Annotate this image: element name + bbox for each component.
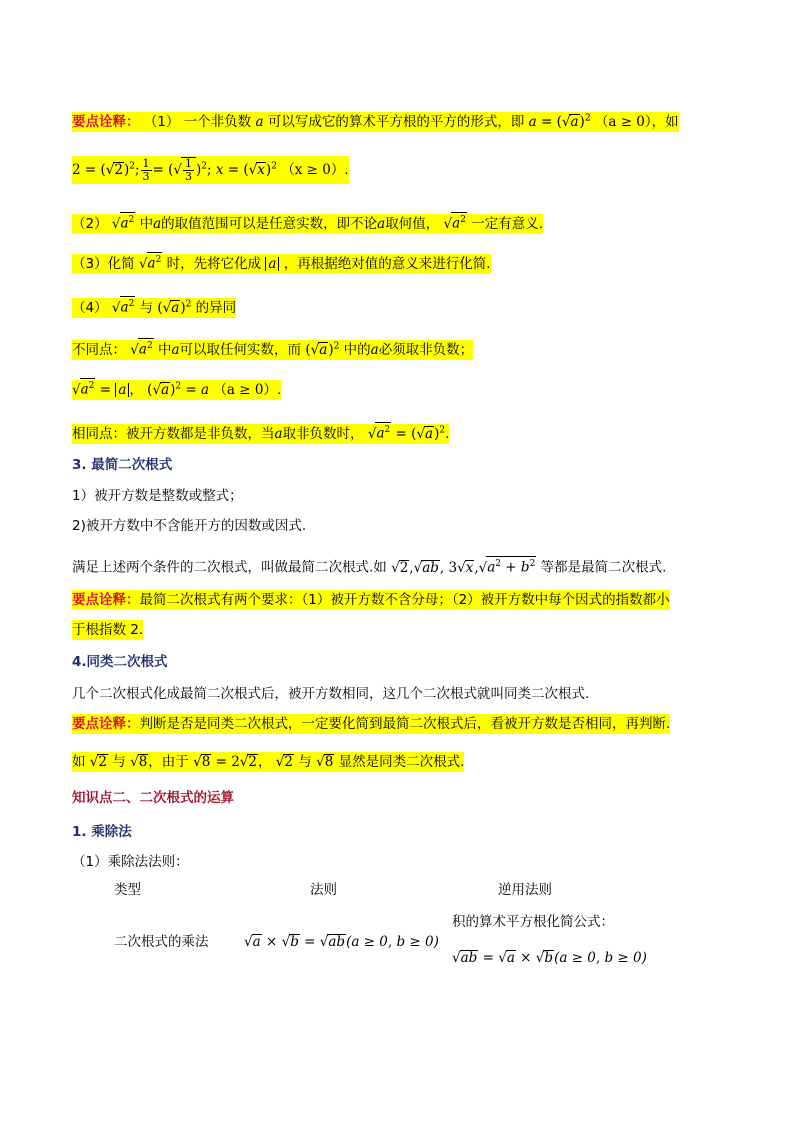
section-1-title: 1. 乘除法 [72,824,132,840]
point1-text-a: （1） 一个非负数 [143,113,252,130]
point3-line: （3）化简 $√a^2$ 时，先将它化成 a ，再根据绝对值的意义来进行化简. [72,252,491,274]
point2-line: （2） $√a^2$ 中a的取值范围可以是任意实数，即不论a取何值， $√a^2$ 一定有意义. [72,212,543,234]
sec3-cond2: 2)被开方数中不含能开方的因数或因式. [72,518,307,534]
point1-line1: 要点诠释： （1） 一个非负数 a 可以写成它的算术平方根的平方的形式，即 $a = (√a)^2$ （a ≥ 0），如 [72,113,679,130]
multiplication-rule: √a × √b = √ab(a ≥ 0, b ≥ 0) [244,934,439,950]
sqrt-a-squared: $√a^2$ [112,216,135,232]
condition-a-nonneg: a ≥ 0 [608,113,645,130]
point4-line: （4） $√a^2$ 与 $(√a)^2$ 的异同 [72,294,236,318]
row-type: 二次根式的乘法 [114,934,209,950]
diff-line: 不同点： $√a^2$ 中a可以取任何实数，而 $(√a)^2$ 中的a必须取非负数； [72,336,473,360]
diff2-line: $√a^2 = a$ ， $(√a)^2 = a$ （a ≥ 0）. [72,376,281,400]
simplest-radicals-examples: √2,√ab, $3√x,√a^2 + b^2$ [391,560,536,576]
formula-examples: $2 = (√2)^2$; $\frac{1}{3}$ = (√ $\frac{1}{3}$ )$^2$; $x = (√x)^2$ [72,156,277,183]
point5-line2: 于根指数 2. [72,622,144,638]
abs-a: a [265,256,279,272]
sec4-desc: 几个二次根式化成最简二次根式后，被开方数相同，这几个二次根式就叫同类二次根式. [72,686,590,702]
section-3-title: 3. 最简二次根式 [72,457,173,473]
point6-line: 要点诠释：判断是否是同类二次根式，一定要化简到最简二次根式后，看被开方数是否相同，再判断. [72,716,671,732]
sec3-desc: 满足上述两个条件的二次根式，叫做最简二次根式.如 √2,√ab, $3√x,√a^2 + b^2$ 等都是最简二次根式. [72,556,666,578]
inverse-rule: √ab = √a × √b(a ≥ 0, b ≥ 0) [452,950,647,966]
same-line: 相同点：被开方数都是非负数，当a取非负数时， $√a^2 = (√a)^2$. [72,420,449,444]
sec3-cond1: 1）被开方数是整数或整式； [72,488,243,504]
point1-line2: $2 = (√2)^2$; $\frac{1}{3}$ = (√ $\frac{1}{3}$ )$^2$; $x = (√x)^2$ （x ≥ 0）. [72,156,349,183]
point1-text-b: 可以写成它的算术平方根的平方的形式，即 [267,113,525,130]
rule-title: （1）乘除法法则： [72,854,189,870]
table-header-inverse: 逆用法则 [498,882,552,898]
inverse-title: 积的算术平方根化简公式： [452,914,614,930]
point5-line1: 要点诠释：最简二次根式有两个要求：（1）被开方数不含分母；（2）被开方数中每个因式的指数都小 [72,592,670,608]
point1-label: 要点诠释： [72,113,140,130]
section-4-title: 4.同类二次根式 [72,654,168,670]
table-header-type: 类型 [114,882,141,898]
knowledge-2-title: 知识点二、二次根式的运算 [72,790,234,806]
formula-a-eq-sqrt-a-squared: $a = (√a)^2$ [528,113,591,130]
table-header-rule: 法则 [310,882,337,898]
example-line: 如 √2 与 √8，由于 √8 = 2√2， √2 与 √8 显然是同类二次根式. [72,754,465,770]
